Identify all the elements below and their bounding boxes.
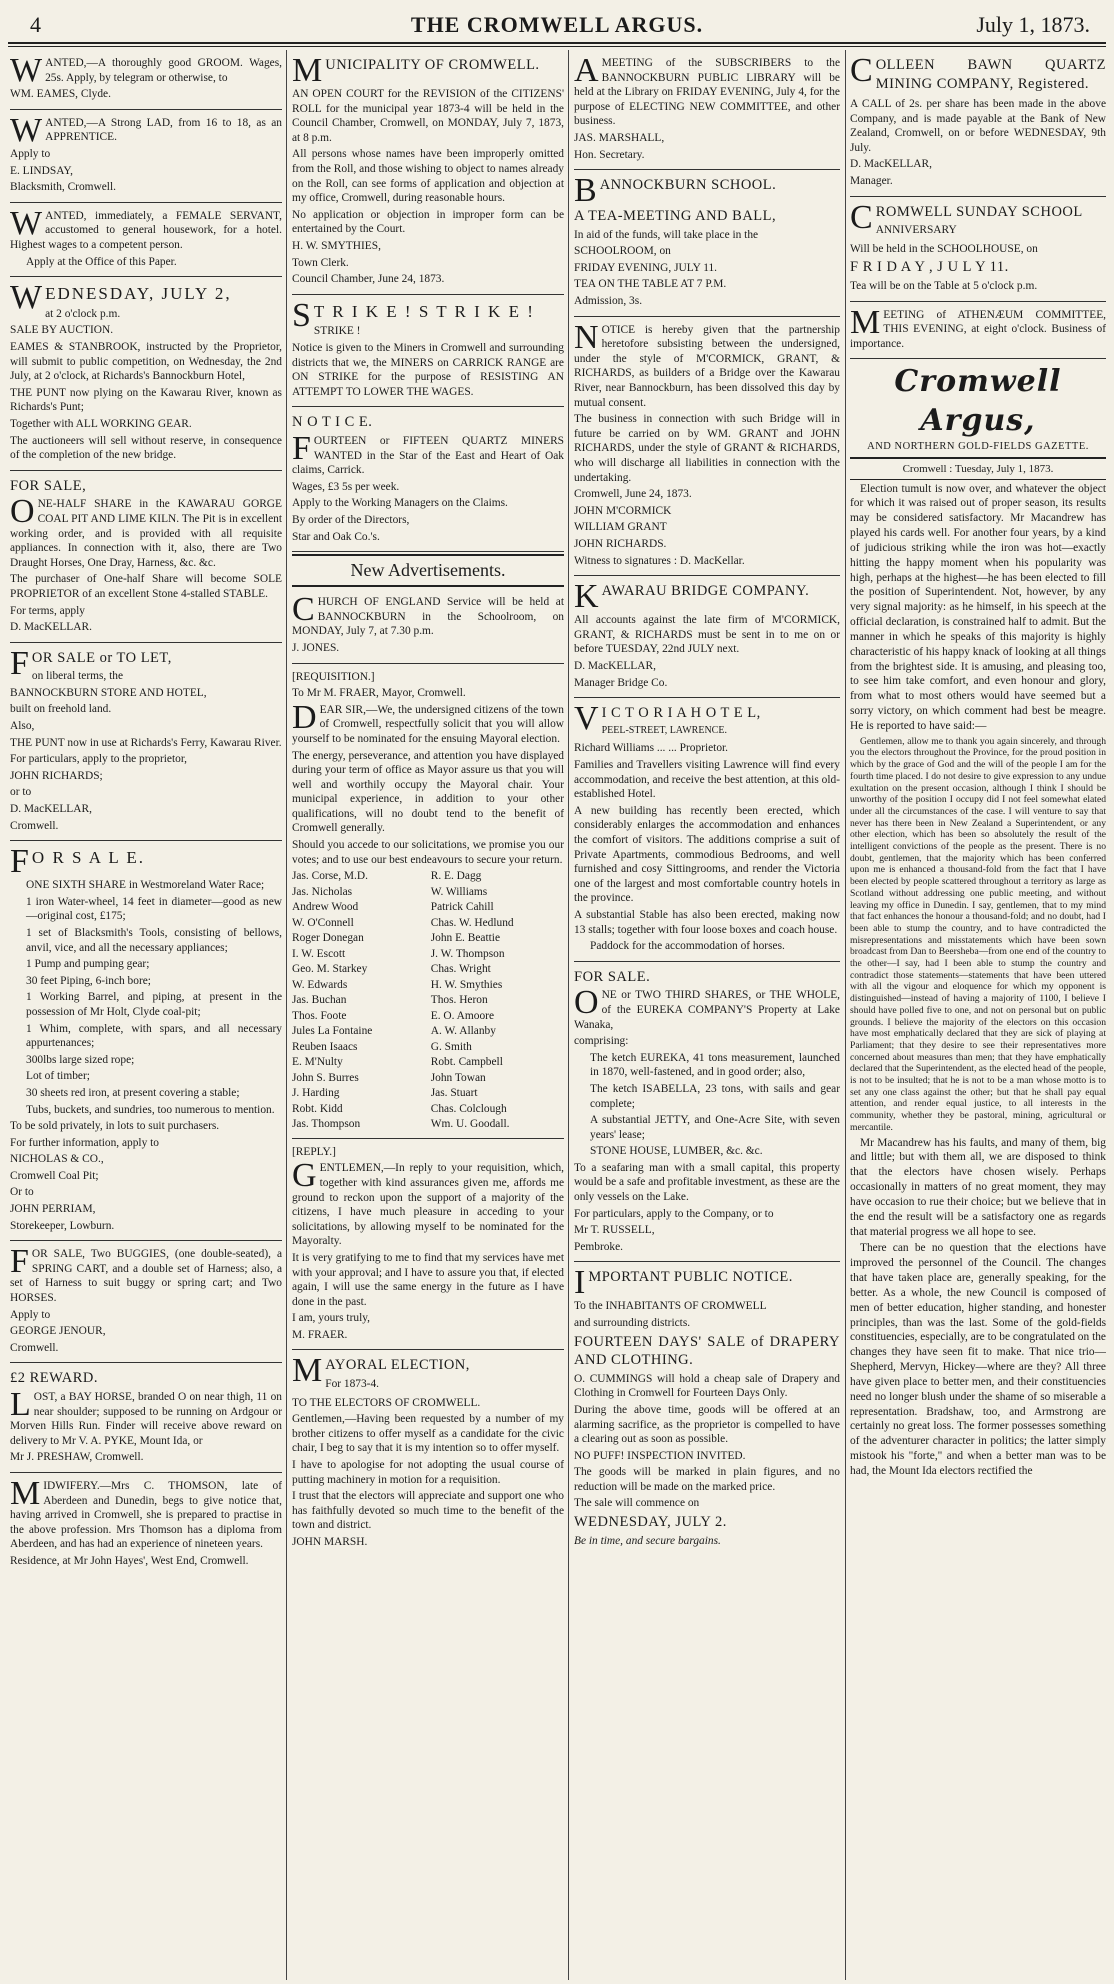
argus-subtitle: AND NORTHERN GOLD-FIELDS GAZETTE.: [850, 440, 1106, 458]
page-number: 4: [30, 12, 41, 37]
ad-partnership-notice: NOTICE is hereby given that the partnership heretofore subsisting between the undersigned, under the style of M'CORMICK, GRANT, & RICHARDS, as builders of a Bridge over the Kawarau River, near Bannockburn, has been dissolved this day by mutual consent. The business in connection with such Bridge will in future be carried on by WM. GRANT and JOHN RICHARDS, under the style of GRANT & RICHARDS, who will discharge all liabilities in connection with the undertaking. Cromwell, June 24, 1873. JOHN M'CORMICK WILLIAM GRANT JOHN RICHARDS. Witness to signatures : D. MacKellar.: [574, 317, 840, 577]
ad-strike: S T R I K E ! S T R I K E ! STRIKE ! Notice is given to the Miners in Cromwell and surrounding districts that we, the MINERS on CARRICK RANGE are ON STRIKE for the purpose of RESISTING AN ATTEMPT TO LOWER THE WAGES.: [292, 295, 564, 408]
new-advertisements-heading: New Advertisements.: [292, 554, 564, 587]
ad-eureka-company: FOR SALE. ONE or TWO THIRD SHARES, or THE WHOLE, of the EUREKA COMPANY'S Property at Lake Wanaka, comprising: The ketch EUREKA, 41 tons measurement, launched in 1870, well-fastened, and in good order; also, The ketch ISABELLA, 23 tons, with sails and gear complete; A substantial JETTY, and One-Acre Site, with seven years' lease; STONE HOUSE, LUMBER, &c. &c. To a seafaring man with a small capital, this property would be a safe and profitable investment, as these are the only vessels on the Lake. For particulars, apply to the Company, or to Mr T. RUSSELL, Pembroke.: [574, 962, 840, 1263]
editorial-paragraph: There can be no question that the elections have improved the personnel of the Council. The changes that have taken place are, generally speaking, for the better. As a whole, the new Council is composed of men of better education, higher standing, and honester principles, than was the last. Some of the gold-fields constituencies, especially, are to be congratulated on the changes they have seen fit to make. That nice trio—Shepherd, Mervyn, Hickey—where are they? All three have given place to better men, and their constituencies need no longer blush under the shame of so miserable a representation. Bradshaw, too, and Armstrong are certainly no great loss. The former possesses something of the adventurer character in politics; the latter simply mistook his "forte," and when a better man was to be had, the Mount Ida electors rectified the: [850, 1242, 1106, 1477]
ad-requisition: [REQUISITION.] To Mr M. FRAER, Mayor, Cromwell. DEAR SIR,—We, the undersigned citizens of the town of Cromwell, respectfully solicit that you will allow yourself to be nominated for the ensuing Mayoral election. The energy, perseverance, and attention you have displayed during your term of office as Mayor assure us that you will well and worthily occupy the Mayoral chair. Your municipal experience, in addition to your other qualifications, will no doubt tend to the benefit of Cromwell generally. Should you accede to our solicitations, we promise you our votes; and to use our best endeavours to secure your return. Jas. Corse, M.D. Jas. Nicholas Andrew Wood W. O'Connell Roger Donegan I. W. Escott Geo. M. Starkey W. Edwards Jas. Buchan Thos. Foote Jules La Fontaine Reuben Isaacs E. M'Nulty John S. Burres J. Harding Robt. Kidd Jas. Thompson R. E. Dagg W. Williams Patrick Cahill Chas. W. Hedlund John E. Beattie J. W. Thompson Chas. Wright H. W. Smythies Thos. Heron E. O. Amoore A. W. Allanby G. Smith Robt. Campbell John Towan Jas. Stuart Chas. Colclough Wm. U. Goodall.: [292, 664, 564, 1139]
ad-reply: [REPLY.] GENTLEMEN,—In reply to your requisition, which, together with kind assurances given me, affords me ground to reckon upon the support of a majority of the citizens, I have much pleasure in acceding to your solicitations, by allowing myself to be nominated for the Mayoralty. It is very gratifying to me to find that my services have met with your approval; and I have to assure you that, if elected again, I will use the same energy in the future as I have done in the past. I am, yours truly, M. FRAER.: [292, 1139, 564, 1351]
column-2: [292, 50, 564, 1980]
ad-important-notice: IMPORTANT PUBLIC NOTICE. To the INHABITANTS OF CROMWELL and surrounding districts. FOURTEEN DAYS' SALE of DRAPERY AND CLOTHING. O. CUMMINGS will hold a cheap sale of Drapery and Clothing in Cromwell for Fourteen Days Only. During the above time, goods will be offered at an alarming sacrifice, as the proprietor is compelled to have a clearing out as soon as possible. NO PUFF! INSPECTION INVITED. The goods will be marked in plain figures, and no reduction will be made on the marked price. The sale will commence on WEDNESDAY, JULY 2. Be in time, and secure bargains.: [574, 1264, 840, 1547]
column-3: [574, 50, 840, 1980]
ad-lad: WANTED,—A Strong LAD, from 16 to 18, as an APPRENTICE. Apply to E. LINDSAY, Blacksmith, Cromwell.: [10, 110, 282, 203]
ad-library-meeting: AMEETING of the SUBSCRIBERS to the BANNOCKBURN PUBLIC LIBRARY will be held at the Library on FRIDAY EVENING, July 4, for the purpose of ELECTING NEW COMMITTEE, and other business. JAS. MARSHALL, Hon. Secretary.: [574, 50, 840, 170]
column-rule: [568, 50, 569, 1980]
ad-midwifery: MIDWIFERY.—Mrs C. THOMSON, late of Aberdeen and Dunedin, begs to give notice that, having arrived in Cromwell, she is prepared to practise in the above profession. Mrs Thomson has a diploma from Aberdeen, and has had an experience of nineteen years. Residence, at Mr John Hayes', West End, Cromwell.: [10, 1474, 282, 1567]
ad-bridge-company: KAWARAU BRIDGE COMPANY. All accounts against the late firm of M'CORMICK, GRANT, & RICHARDS must be sent in to me on or before TUESDAY, 22nd JULY next. D. MacKELLAR, Manager Bridge Co.: [574, 576, 840, 698]
ad-for-sale-equipment: F O R S A L E. ONE SIXTH SHARE in Westmoreland Water Race; 1 iron Water-wheel, 14 feet in diameter—good as new—original cost, £175; 1 set of Blacksmith's Tools, consisting of bellows, anvil, vice, and all the necessary appliances; 1 Pump and pumping gear; 30 feet Piping, 6-inch bore; 1 Working Barrel, and piping, at present in the possession of Mr Holt, Clyde coal-pit; 1 Whim, complete, with spars, and all necessary appurtenances; 300lbs large sized rope; Lot of timber; 30 sheets red iron, at present covering a stable; Tubs, buckets, and sundries, too numerous to mention. To be sold privately, in lots to suit purchasers. For further information, apply to NICHOLAS & CO., Cromwell Coal Pit; Or to JOHN PERRIAM, Storekeeper, Lowburn.: [10, 841, 282, 1241]
ad-bannockburn-school: BANNOCKBURN SCHOOL. A TEA-MEETING AND BALL, In aid of the funds, will take place in the SCHOOLROOM, on FRIDAY EVENING, JULY 11. TEA ON THE TABLE AT 7 P.M. Admission, 3s.: [574, 170, 840, 317]
argus-logo: Cromwell Argus,: [894, 364, 1062, 438]
column-rule: [845, 50, 846, 1980]
ad-victoria-hotel: V I C T O R I A H O T E L, PEEL-STREET, LAWRENCE. Richard Williams ... ... Proprietor. Families and Travellers visiting Lawrence will find every accommodation, and receive the best attention, at this old-established Hotel. A new building has recently been erected, which considerably enlarges the accommodation and enhances the comfort of visitors. The additions comprise a suit of Private Apartments, commodious Bedrooms, and well furnished and cosy Sittingrooms, and render the Victoria one of the largest and most comfortable country hotels in the province. A substantial Stable has also been erected, making now 13 stalls; together with four loose boxes and coach house. Paddock for the accommodation of horses.: [574, 698, 840, 962]
editorial: [850, 482, 1106, 1479]
editorial-paragraph: Mr Macandrew has his faults, and many of them, big and little; but with them all, we are disposed to think that the electors have chosen wisely. Perhaps occasionally in matters of no great moment, they may have occasion to rue their choice; but we believe that in the end the result will be a satisfactory one as regards that material progress we all hope to see.: [850, 1136, 1106, 1238]
ad-female-servant: WANTED, immediately, a FEMALE SERVANT, accustomed to general housework, for a hotel. Highest wages to a competent person. Apply at the Office of this Paper.: [10, 203, 282, 277]
ad-reward: £2 REWARD. LOST, a BAY HORSE, branded O on near thigh, 11 on near shoulder; supposed to be running on Ardgour or Morven Hills Run. Finder will receive above reward on delivery to Mr V. A. PYKE, Mount Ida, or Mr J. PRESHAW, Cromwell.: [10, 1363, 282, 1473]
column-4: [850, 50, 1106, 1980]
issue-date: July 1, 1873.: [976, 12, 1090, 37]
editorial-dateline: Cromwell : Tuesday, July 1, 1873.: [850, 459, 1106, 480]
ad-store-hotel: FOR SALE or TO LET, on liberal terms, the BANNOCKBURN STORE AND HOTEL, built on freehold land. Also, THE PUNT now in use at Richards's Ferry, Kawarau River. For particulars, apply to the proprietor, JOHN RICHARDS; or to D. MacKELLAR, Cromwell.: [10, 643, 282, 841]
ad-athenaeum: MEETING of ATHENÆUM COMMITTEE, THIS EVENING, at eight o'clock. Business of importance.: [850, 302, 1106, 360]
editorial-quote: Gentlemen, allow me to thank you again sincerely, and through you the electors throughout the Province, for the proud position in which by the grace of God and the will of the people I am for the fourth time placed. I do not desire to give expression to any undue exultation on the present occasion, although I think I should be unworthy of the position I occupy did I not feel somewhat elated under all the circumstances of the case. I will venture to say that never has there been in New Zealand a Superintendent, or any other election, which has been so absolutely the result of the intelligent convictions of the people as the present. There is no doubt, gentlemen, that the majority which has been conferred upon me is enhanced a thousand-fold from the fact that I have been elected by people scattered throughout a territory as large as Scotland without addressing one public meeting, and without leaving my office in Dunedin. I say, gentlemen, that to my mind that fact enhances the honour a thousand-fold; and no doubt, had I been able to stump the country, and to have contradicted the misrepresentations and misstatements which have been sown broadcast from Dan to Beersheba—from one end of the country to the other—I say, had I been able to stump the country and contradict those statements—statements that have been uttered with all the vigour and eloquence for which my opponent is distinguished—instead of having a majority of 1100, I believe I should have polled five to one, and not on personal but on public grounds. I believe the majority of the electors on this occasion have most emphatically declared that they are sick of playing at Parliament; that they desire to see their representatives more concerned about measures than men; that they have emphatically declared that the Superintendent, as the elected head of the people, is not to be insulted; that he is not to be a man whose motto is to set any one class against the other; but that he shall pay equal attention, and render equal justice, to all interests in the community, whether they be pastoral, mining, agricultural or mercantile.: [850, 735, 1106, 1133]
ad-sunday-school: CROMWELL SUNDAY SCHOOL ANNIVERSARY Will be held in the SCHOOLHOUSE, on F R I D A Y , J U L Y 11. Tea will be on the Table at 5 o'clock p.m.: [850, 197, 1106, 302]
ad-groom: WANTED,—A thoroughly good GROOM. Wages, 25s. Apply, by telegram or otherwise, to WM. EAMES, Clyde.: [10, 50, 282, 110]
paper-nameplate: [850, 363, 1106, 479]
column-rule: [286, 50, 287, 1980]
ad-auction: WEDNESDAY, JULY 2, at 2 o'clock p.m. SALE BY AUCTION. EAMES & STANBROOK, instructed by the Proprietor, will submit to public competition, on Wednesday, the 2nd July, at 2 o'clock, at Richards's Bannockburn Hotel, THE PUNT now plying on the Kawarau River, known as Richards's Punt; Together with ALL WORKING GEAR. The auctioneers will sell without reserve, in consequence of the completion of the new bridge.: [10, 277, 282, 471]
column-1: [10, 50, 282, 1980]
ad-mayoral-election: MAYORAL ELECTION, For 1873-4. TO THE ELECTORS OF CROMWELL. Gentlemen,—Having been requested by a number of my brother citizens to offer myself as a candidate for the civic chair, I beg to say that it is my intention so to offer myself. I have to apologise for not adopting the usual course of putting machinery in motion for a requisition. I trust that the electors will appreciate and support one who has faithfully devoted so much time to the benefit of the town and district. JOHN MARSH.: [292, 1352, 564, 1548]
masthead: [0, 8, 1114, 42]
requisition-signatories: Jas. Corse, M.D. Jas. Nicholas Andrew Wood W. O'Connell Roger Donegan I. W. Escott Geo. M. Starkey W. Edwards Jas. Buchan Thos. Foote Jules La Fontaine Reuben Isaacs E. M'Nulty John S. Burres J. Harding Robt. Kidd Jas. Thompson R. E. Dagg W. Williams Patrick Cahill Chas. W. Hedlund John E. Beattie J. W. Thompson Chas. Wright H. W. Smythies Thos. Heron E. O. Amoore A. W. Allanby G. Smith Robt. Campbell John Towan Jas. Stuart Chas. Colclough Wm. U. Goodall.: [292, 870, 514, 1131]
ad-church: CHURCH OF ENGLAND Service will be held at BANNOCKBURN in the Schoolroom, on MONDAY, July 7, at 7.30 p.m. J. JONES.: [292, 589, 564, 663]
masthead-rule: [8, 42, 1106, 44]
masthead-rule-thin: [8, 46, 1106, 47]
newspaper-title: THE CROMWELL ARGUS.: [410, 12, 704, 37]
editorial-paragraph: Election tumult is now over, and whatever the object for which it was raised out of proper season, its results may be considered satisfactory. Mr Macandrew has played his cards well. For another four years, by a kind of judicious striking while the iron was hot—exactly hitting the happy moment when his popularity was high, perhaps at the highest—he has been elected to fill the position of Superintendent. Not, however, by any very signal majority: as he himself, in his speech at the official declaration, is constrained half to admit. But the manner in which he speaks of this majority is highly characteristic of his happy knack of looking at all things from the brightest side. It is amusing, and pleasing too, to see him take comfort, and even honour and glory, from what to most others would have seemed but a sorry victory, on which comment had best be meagre. He is reported to have said:—: [850, 482, 1106, 732]
ad-quartz-miners: N O T I C E. FOURTEEN or FIFTEEN QUARTZ MINERS WANTED in the Star of the East and Heart of Oak claims, Carrick. Wages, £3 5s per week. Apply to the Working Managers on the Claims. By order of the Directors, Star and Oak Co.'s.: [292, 407, 564, 552]
ad-coal-pit-share: FOR SALE, ONE-HALF SHARE in the KAWARAU GORGE COAL PIT AND LIME KILN. The Pit is in excellent working order, and is provided with all requisite appliances. In connection with it, also, there are Two Draught Horses, One Dray, Harness, &c. &c. The purchaser of One-half Share will become SOLE PROPRIETOR of an excellent Stone 4-stalled STABLE. For terms, apply D. MacKELLAR.: [10, 471, 282, 643]
ad-municipality: MUNICIPALITY OF CROMWELL. AN OPEN COURT for the REVISION of the CITIZENS' ROLL for the municipal year 1873-4 will be held in the Council Chamber, Cromwell, on MONDAY, July 7, 1873, at 8 p.m. All persons whose names have been improperly omitted from the Roll, and those wishing to object to names already on the Roll, can see forms of application and objection at my office, Cromwell, during reasonable hours. No application or objection in improper form can be entertained by the Court. H. W. SMYTHIES, Town Clerk. Council Chamber, June 24, 1873.: [292, 50, 564, 295]
ad-colleen-bawn: COLLEEN BAWN QUARTZ MINING COMPANY, Registered. A CALL of 2s. per share has been made in the above Company, and is made payable at the Bank of New Zealand, Cromwell, on or before WEDNESDAY, 9th July. D. MacKELLAR, Manager.: [850, 50, 1106, 197]
ad-buggies: FOR SALE, Two BUGGIES, (one double-seated), a SPRING CART, and a double set of Harness; also, a set of Harness to suit buggy or spring cart; and Two HORSES. Apply to GEORGE JENOUR, Cromwell.: [10, 1241, 282, 1363]
